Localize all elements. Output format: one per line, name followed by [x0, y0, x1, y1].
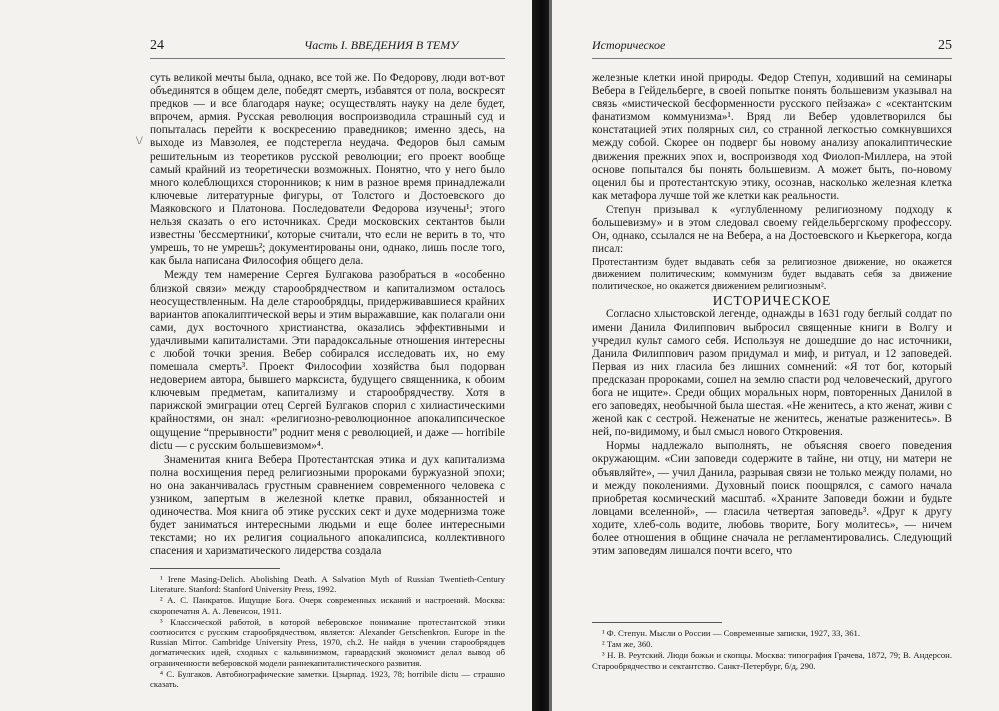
- right-paragraph-3: Согласно хлыстовской легенде, однажды в 1631 году беглый солдат по имени Данила Филиппович выбросил священные книги в Волгу и учредил культ самого себя. Используя не дошедшие до нас источники, Данила Филиппович разом придумал и миф, и ритуал, и 12 заповедей. Первая из них гласила без лишних сомнений: «Я тот бог, который предсказан пророками, сошел на землю спасти род человеческий, другого бога не ищите». Среди общих моральных норм, повторенных Данилой в его заповедях, необычной была шестая. «Не женитесь, а кто женат, живи с женой как с сестрой. Неженатые не женитесь, женатые разженитесь». В ней, по-видимому, и был смысл нового Откровения.: [592, 308, 952, 439]
- margin-pencil-mark: \/: [136, 133, 143, 147]
- right-paragraph-1: железные клетки иной природы. Федор Степун, ходивший на семинары Вебера в Гейдельберге, в своей попытке понять большевизм указывал на связь «мистической бесформенности русского пейзажа» с «сектантским фанатизмом коммунизма»¹. Вряд ли Вебер удовлетворился бы констатацией этих полярных сил, со странной легкостью сомкнувшихся между собой. Скорее он подверг бы новому анализу апокалиптические движения прежних эпох и, воспроизводя ход Фиолоп-Миллера, на этой основе попытался бы понять большевизм. А может быть, по-новому оценил бы и протестантскую этику, осознав, насколько железная клетка как метафора лучше той же клетки как реальности.: [592, 72, 952, 202]
- right-paragraph-4: Нормы надлежало выполнять, не объясняя своего поведения окружающим. «Сии заповеди содержите в тайне, ни отцу, ни матери не объявляйте», — учил Данила, разрывая связи не только между полами, но и между поколениями. Духовный поиск поощрялся, с самого начала приобретая космический масштаб. «Храните Заповеди божии и будьте ловцами вселенной», — гласила четвертая заповедь³. «Друг к другу ходите, хлеб-соль водите, любовь творите, Богу молитесь», — ничем более отношения в общине сначала не регламентировались. Следующий этим заповедям лишался почти всего, что: [592, 440, 952, 558]
- left-header-rule: [150, 58, 505, 59]
- right-paragraph-2: Степун призывал к «углубленному религиозному подходу к большевизму» и в этом следовал своему гейдельбергскому профессору. Он, однако, ссылался не на Вебера, а на Достоевского и Кьеркегора, когда писал:: [592, 203, 952, 256]
- right-running-head: [592, 38, 952, 54]
- left-footnote-rule: [150, 568, 280, 569]
- left-paragraph-2: Между тем намерение Сергея Булгакова разобраться в «особенно близкой связи» между старообрядчеством и капитализмом осталось неосуществленным. На деле старообрядцы, придерживавшиеся крайних вариантов апокалиптической веры и этим выражавшие, как полагали они сами, дух восточного христианства, оказались эффективными и удачливыми капиталистами. Эти парадоксальные отношения интересны с любой точки зрения. Вебер собирался исследовать их, но ему помешала смерть³. Проект Философии хозяйства был подорван недоверием автора, бывшего марксиста, будущего священника, к обоим ключевым предметам, капитализму и старообрядчеству. Хотя в парижской эмиграции отец Сергей Булгаков спорил с хилиастическими крайностями, он знал: «религиозно-революционное апокалипсическое ощущение “прерывности” роднит меня с революцией, и даже — horribile dictu — с русским большевизмом»⁴.: [150, 269, 505, 452]
- block-quote: Протестантизм будет выдавать себя за религиозное движение, но окажется движением политическим; коммунизм будет выдавать себя за движение политическое, но окажется движением религиозным².: [592, 257, 952, 293]
- left-footnote-1: ¹ Irene Masing-Delich. Abolishing Death. A Salvation Myth of Russian Twentieth-Century Literature. Stanford: Stanford University Press, 1992.: [150, 574, 505, 595]
- right-page: [552, 0, 999, 711]
- left-body-text: [150, 72, 505, 558]
- left-footnote-3: ³ Классической работой, в которой веберовское понимание протестантской этики соотносится с русским старообрядчеством, является: Alexander Gerschenkron. Europe in the Russian Mirror. Cambridge University Press, 1970, ch.2. Не найдя в учении старообрядцев догматических идей, сходных с кальвинизмом, гарвардский экономист делал вывод об ограниченности веберовской модели раннекапиталистического развития.: [150, 616, 505, 668]
- left-page-number: 24: [150, 38, 164, 53]
- right-footnote-rule: [592, 622, 722, 623]
- left-paragraph-3: Знаменитая книга Вебера Протестантская этика и дух капитализма полна восхищения перед религиозными пророками буржуазной эпохи; но она заканчивалась грустным сравнением современного человека с узником, запертым в железной клетке правил, обязанностей и одиночества. Моя книга об этике русских сект и духе модернизма тоже будет заниматься интересными людьми и еще более интересными текстами; но их религия социального апокалипсиса, коллективного спасения и харизматического лидерства создала: [150, 453, 505, 558]
- right-page-number: 25: [938, 38, 952, 53]
- left-chapter-title: Часть I. ВВЕДЕНИЯ В ТЕМУ: [304, 38, 459, 52]
- left-footnote-2: ² А. С. Панкратов. Ищущие Бога. Очерк современных исканий и настроений. Москва: скоропечатня А. А. Левенсон, 1911.: [150, 595, 505, 616]
- left-footnote-4: ⁴ С. Булгаков. Автобиографические заметки. Цзырпад. 1923, 78; horribile dictu — страшно сказать.: [150, 668, 505, 690]
- left-running-head: [150, 38, 505, 54]
- section-heading: ИСТОРИЧЕСКОЕ: [712, 293, 832, 309]
- right-body-text: [592, 72, 952, 558]
- right-header-rule: [592, 58, 952, 59]
- left-footnotes: [150, 574, 505, 690]
- right-footnote-3: ³ Н. В. Реутский. Люди божьи и скопцы. Москва: типография Грачева, 1872, 79; В. Андерсон. Старообрядчество и сектантство. Санкт-Петербург, б/д, 290.: [592, 650, 952, 671]
- right-footnote-1: ¹ Ф. Степун. Мысли о России — Современные записки, 1927, 33, 361.: [602, 628, 861, 638]
- left-paragraph-1: суть великой мечты была, однако, все той же. По Федорову, люди вот-вот объединятся в общем деле, победят смерть, избавятся от пола, воскресят предков — и все благодаря науке; осуществлять науку на деле будет, впрочем, армия. Русская революция воспроизводила страшный суд и попыталась перейти к воскресению праведников; именно здесь, на выходе из Мавзолея, ее подстерегла неудача. Федоров был самым решительным из теоретиков русской революции; его проект вообще самый крайний из теоретически возможных. Понятно, что у него было много колеблющихся сторонников; к ним в разное время принадлежали ключевые литературные фигуры, от Толстого и Достоевского до Маяковского и Платонова. Последователи Федорова изучены¹; этого нельзя сказать о его источниках. Среди московских сектантов были известны 'бессмертники', которые считали, что если не верить в то, что умрешь, то не умрешь²; документированы они, однако, лишь после того, как была написана Философия общего дела.: [150, 72, 505, 268]
- right-footnote-2: ² Там же, 360.: [602, 639, 653, 650]
- right-section-head: Историческое: [592, 38, 666, 52]
- right-footnotes: [592, 628, 952, 672]
